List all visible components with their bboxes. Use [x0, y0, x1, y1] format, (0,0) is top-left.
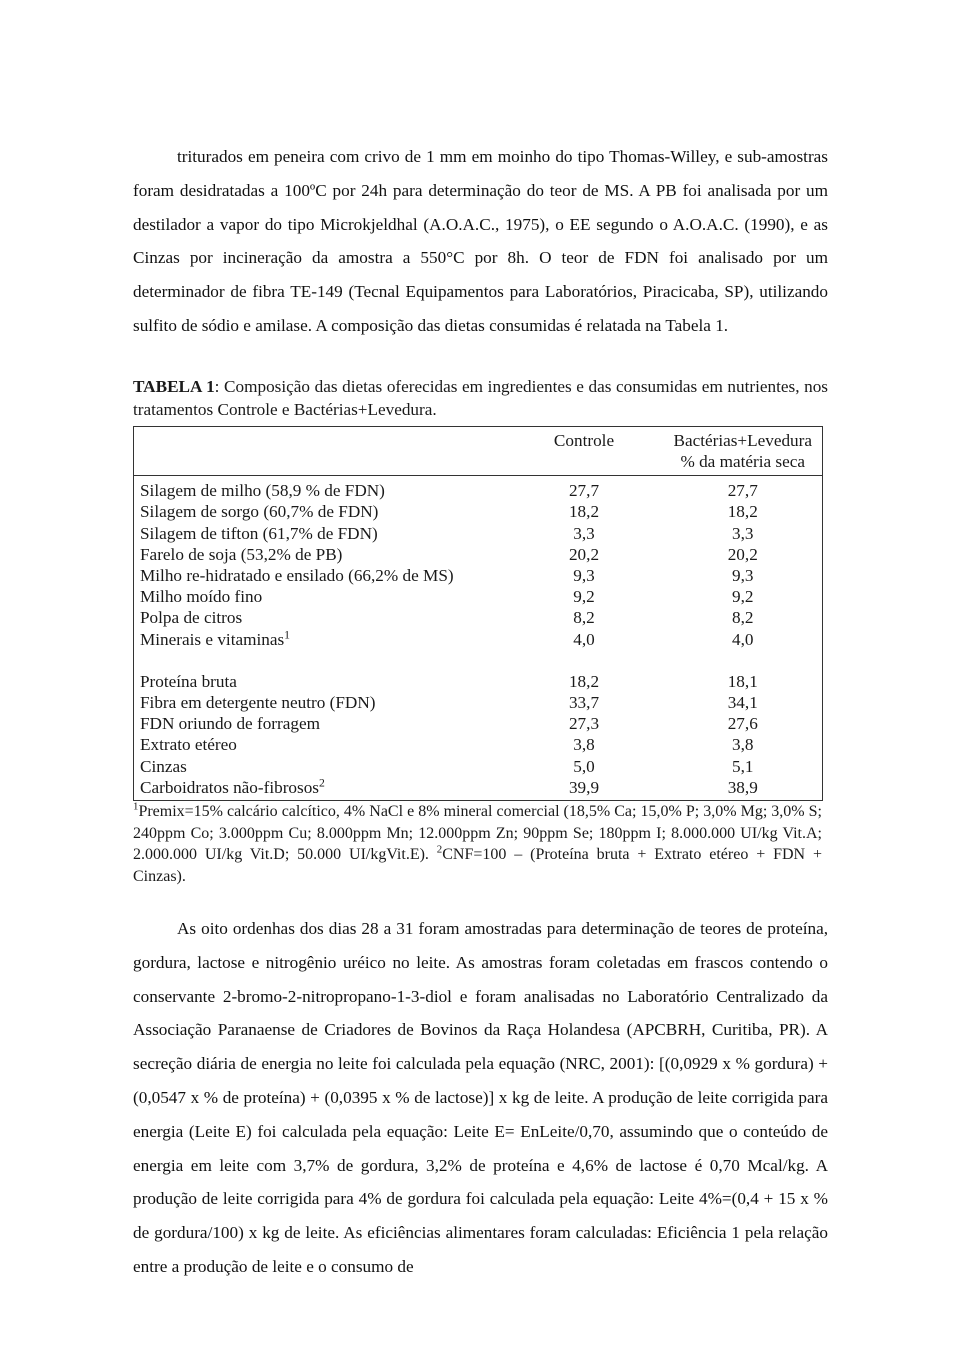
- table-row: [134, 586, 823, 607]
- header-label-col: [134, 426, 505, 451]
- row-value-controle: 9,3: [573, 566, 595, 585]
- row-value-bacterias: 8,2: [732, 608, 754, 628]
- row-label: Polpa de citros: [140, 608, 243, 628]
- table-row: [134, 523, 823, 544]
- row-label: Proteína bruta: [140, 671, 237, 691]
- table-footnote: [133, 801, 822, 887]
- table-row: [134, 777, 823, 801]
- row-label: Silagem de sorgo (60,7% de FDN): [140, 502, 379, 522]
- row-value-bacterias: 4,0: [732, 629, 754, 649]
- table-row: [134, 565, 823, 586]
- table-row: [134, 671, 823, 692]
- row-value-bacterias: 38,9: [727, 777, 758, 797]
- table-row: [134, 476, 823, 502]
- row-value-controle: 18,2: [568, 671, 600, 691]
- row-value-controle: 33,7: [568, 693, 600, 713]
- row-value-controle: 18,2: [568, 502, 600, 522]
- row-value-controle: 3,3: [573, 523, 595, 543]
- diet-composition-table: [133, 426, 823, 801]
- table-row: [134, 544, 823, 565]
- table-row: [134, 692, 823, 713]
- row-value-controle: 27,3: [568, 714, 600, 734]
- table-body: [134, 476, 823, 801]
- row-value-bacterias: 3,3: [732, 523, 754, 543]
- row-value-bacterias: 9,2: [732, 587, 754, 607]
- header-units-blank-2: [505, 451, 664, 476]
- row-value-controle: 27,7: [568, 481, 600, 501]
- row-label-footnote-marker: 2: [319, 776, 325, 790]
- row-value-bacterias: 27,7: [727, 481, 758, 501]
- row-label: [134, 629, 505, 650]
- row-label: Milho re-hidratado e ensilado (66,2% de MS): [140, 566, 454, 585]
- table-caption-text: : Composição das dietas oferecidas em ingredientes e das consumidas em nutrientes, nos tratamentos Controle e Bactérias+Levedura.: [133, 376, 828, 419]
- header-units: % da matéria seca: [680, 451, 806, 471]
- header-bacterias-levedura: Bactérias+Levedura: [673, 430, 813, 450]
- table-row: [134, 713, 823, 734]
- row-value-controle: 20,2: [568, 544, 600, 564]
- intro-paragraph: triturados em peneira com crivo de 1 mm em moinho do tipo Thomas-Willey, e sub-amostras foram desidratadas a 100ºC por 24h para determinação do teor de MS. A PB foi analisada por um destilador a vapor do tipo Microkjeldhal (A.O.A.C., 1975), o EE segundo o A.O.A.C. (1990), e as Cinzas por incineração da amostra a 550°C por 8h. O teor de FDN foi analisado por um determinador de fibra TE-149 (Tecnal Equipamentos para Laboratórios, Piracicaba, SP), utilizando sulfito de sódio e amilase. A composição das dietas consumidas é relatada na Tabela 1.: [133, 147, 828, 335]
- row-value-controle: 5,0: [573, 756, 595, 776]
- row-value-controle: 8,2: [573, 608, 595, 628]
- table-row: [134, 734, 823, 755]
- row-value-bacterias: 18,2: [727, 502, 758, 522]
- row-label-text: Minerais e vitaminas: [140, 629, 285, 649]
- footnote-text-2: CNF=100 – (Proteína bruta + Extrato etéreo + FDN + Cinzas).: [133, 846, 823, 885]
- row-value-controle: 4,0: [573, 629, 595, 649]
- row-label: Milho moído fino: [140, 587, 263, 607]
- row-value-bacterias: 18,1: [727, 671, 758, 691]
- footnote-marker-1: 1: [133, 800, 139, 813]
- row-label: FDN oriundo de forragem: [140, 714, 320, 734]
- table-row: [134, 629, 823, 650]
- table-section-spacer: [134, 650, 823, 671]
- table-caption: [133, 375, 828, 421]
- table-header-row-units: [134, 451, 823, 476]
- table-caption-label: TABELA 1: [133, 376, 215, 396]
- row-value-bacterias: 3,8: [732, 735, 754, 755]
- row-label: Silagem de tifton (61,7% de FDN): [140, 523, 378, 543]
- row-value-bacterias: 5,1: [732, 756, 754, 776]
- footnote-marker-2: 2: [436, 843, 443, 856]
- table-header: [134, 426, 823, 475]
- header-units-blank-1: [134, 451, 505, 476]
- row-value-controle: 39,9: [568, 777, 600, 797]
- footnote-text-1: Premix=15% calcário calcítico, 4% NaCl e 8% mineral comercial (18,5% Ca; 15,0% P; 3,0% Mg; 3,0% S; 240ppm Co; 3.000ppm Cu; 8.000ppm Mn; 12.000ppm Zn; 90ppm Se; 180ppm I; 8.000.000 UI/kg Vit.A; 2.000.000 UI/kg Vit.D; 50.000 UI/kgVit.E).: [133, 803, 822, 864]
- row-label: Extrato etéreo: [140, 735, 237, 755]
- row-value-bacterias: 27,6: [727, 714, 758, 734]
- row-value-controle: 3,8: [573, 735, 595, 755]
- row-label-footnote-marker: 1: [284, 627, 290, 641]
- row-value-bacterias: 9,3: [732, 566, 754, 585]
- row-label: Fibra em detergente neutro (FDN): [140, 693, 376, 713]
- row-value-bacterias: 20,2: [727, 544, 758, 564]
- table-header-row-titles: [134, 426, 823, 451]
- methods-paragraph: As oito ordenhas dos dias 28 a 31 foram amostradas para determinação de teores de proteína, gordura, lactose e nitrogênio uréico no leite. As amostras foram coletadas em frascos contendo o conservante 2-bromo-2-nitropropano-1-3-diol e foram analisadas no Laboratório Centralizado da Associação Paranaense de Criadores de Bovinos da Raça Holandesa (APCBRH, Curitiba, PR). A secreção diária de energia no leite foi calculada pela equação (NRC, 2001): [(0,0929 x % gordura) + (0,0547 x % de proteína) + (0,0395 x % de lactose)] x kg de leite. A produção de leite corrigida para energia (Leite E) foi calculada pela equação: Leite E= EnLeite/0,70, assumindo que o conteúdo de energia em leite com 3,7% de gordura, 3,2% de proteína e 4,6% de lactose é 0,70 Mcal/kg. A produção de leite corrigida para 4% de gordura foi calculada pela equação: Leite 4%=(0,4 + 15 x % de gordura/100) x kg de leite. As eficiências alimentares foram calculadas: Eficiência 1 pela relação entre a produção de leite e o consumo de: [133, 919, 828, 1276]
- row-label-text: Carboidratos não-fibrosos: [140, 777, 320, 797]
- table-row: [134, 756, 823, 777]
- table-row: [134, 607, 823, 628]
- row-value-bacterias: 34,1: [727, 693, 758, 713]
- header-controle: Controle: [553, 430, 615, 450]
- row-label: Cinzas: [140, 756, 187, 776]
- row-label: Farelo de soja (53,2% de PB): [140, 544, 343, 564]
- document-page: [133, 0, 828, 1284]
- row-label: [134, 777, 505, 801]
- row-value-controle: 9,2: [573, 587, 595, 607]
- table-row: [134, 501, 823, 522]
- row-label: Silagem de milho (58,9 % de FDN): [140, 481, 385, 501]
